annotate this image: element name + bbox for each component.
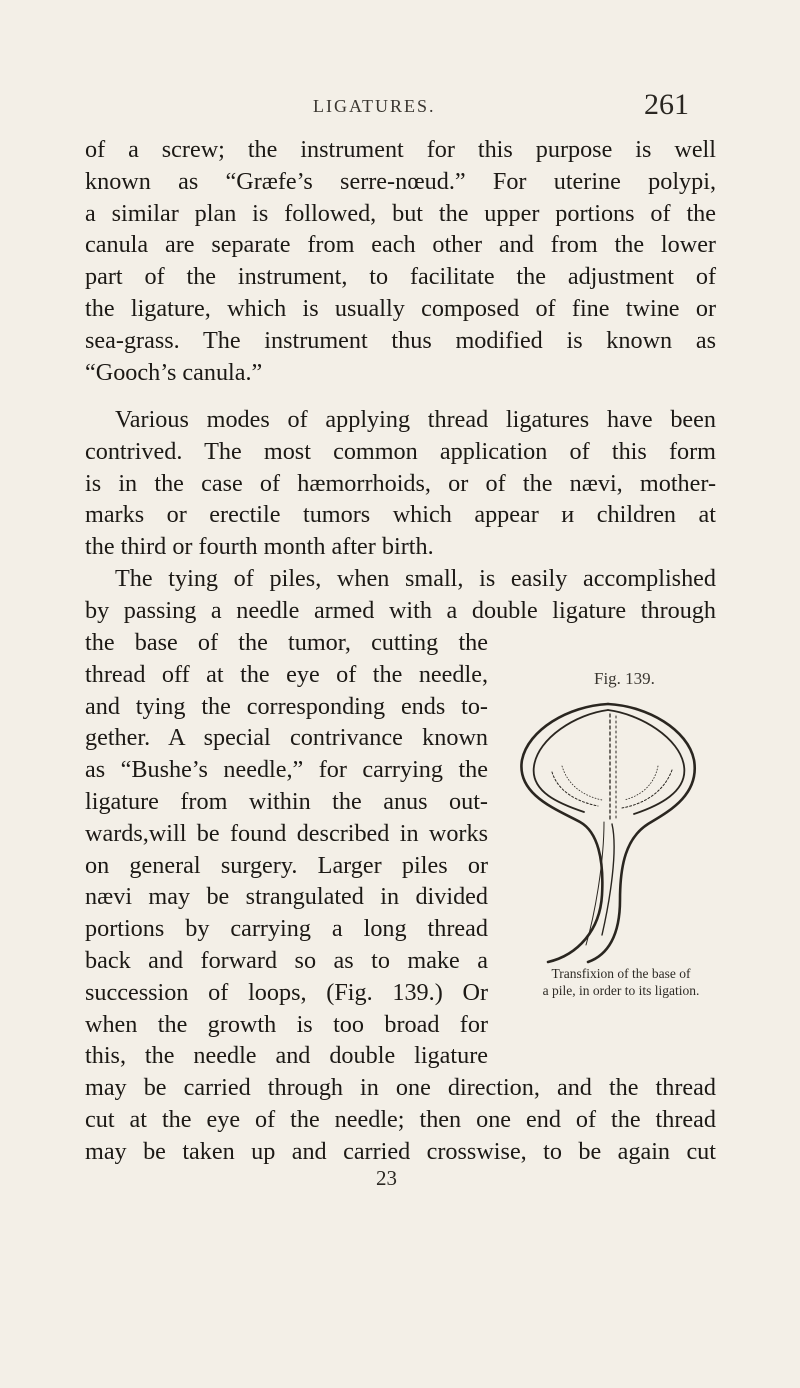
paragraph-2: [85, 404, 716, 563]
text-line: when the growth is too broad for: [85, 1010, 488, 1038]
text-line: as “Bushe’s needle,” for carrying the: [85, 756, 488, 784]
page-number: 261: [644, 88, 689, 121]
pile-transfixion-illustration: [508, 700, 713, 968]
text-line: gether. A special contrivance known: [85, 724, 488, 752]
text-line: wards,will be found described in works: [85, 819, 488, 847]
text-line: marks or erectile tumors which appear и children at: [85, 501, 716, 529]
text-line: The tying of piles, when small, is easily accomplished: [115, 565, 716, 592]
text-line: is in the case of hæmorrhoids, or of the nævi, mother-: [85, 469, 716, 497]
figure-caption: [496, 965, 746, 999]
text-line: by passing a needle armed with a double ligature through: [85, 596, 716, 624]
figure-caption-line: a pile, in order to its ligation.: [542, 983, 700, 998]
text-line: “Gooch’s canula.”: [85, 358, 263, 386]
text-line: may be taken up and carried crosswise, to be again cut: [85, 1137, 716, 1165]
text-line: succession of loops, (Fig. 139.) Or: [85, 978, 488, 1006]
text-line: may be carried through in one direction, and the thread: [85, 1074, 716, 1101]
text-line: nævi may be strangulated in divided: [85, 883, 488, 911]
text-line: ligature from within the anus out-: [85, 787, 488, 815]
text-line: the ligature, which is usually composed of fine twine or: [85, 294, 716, 322]
text-line: of a screw; the instrument for this purpose is well: [85, 136, 716, 163]
text-line: the third or fourth month after birth.: [85, 533, 434, 561]
text-line: this, the needle and double ligature: [85, 1042, 488, 1070]
text-line: sea-grass. The instrument thus modified is known as: [85, 326, 716, 354]
running-head: [0, 88, 800, 128]
paragraph-3: [85, 563, 716, 627]
text-line: part of the instrument, to facilitate the adjustment of: [85, 263, 716, 291]
paragraph-1: [85, 134, 716, 388]
text-line: thread off at the eye of the needle,: [85, 660, 488, 688]
signature-mark: 23: [376, 1166, 397, 1190]
paragraph-3-wrap: [85, 627, 488, 1072]
figure-label: Fig. 139.: [594, 669, 655, 688]
text-line: and tying the corresponding ends to-: [85, 692, 488, 720]
text-line: portions by carrying a long thread: [85, 915, 488, 943]
text-line: Various modes of applying thread ligatures have been: [115, 406, 716, 433]
text-line: back and forward so as to make a: [85, 946, 488, 974]
figure-caption-line: Transfixion of the base of: [551, 966, 691, 981]
text-line: cut at the eye of the needle; then one end of the thread: [85, 1105, 716, 1133]
paragraph-3-rest: [85, 1072, 716, 1167]
text-line: the base of the tumor, cutting the: [85, 629, 488, 656]
text-line: canula are separate from each other and from the lower: [85, 231, 716, 259]
text-line: known as “Græfe’s serre-nœud.” For uterine polypi,: [85, 167, 716, 195]
text-line: on general surgery. Larger piles or: [85, 851, 488, 879]
text-line: a similar plan is followed, but the upper portions of the: [85, 199, 716, 227]
text-line: contrived. The most common application of this form: [85, 437, 716, 465]
running-head-title: LIGATURES.: [313, 96, 436, 116]
